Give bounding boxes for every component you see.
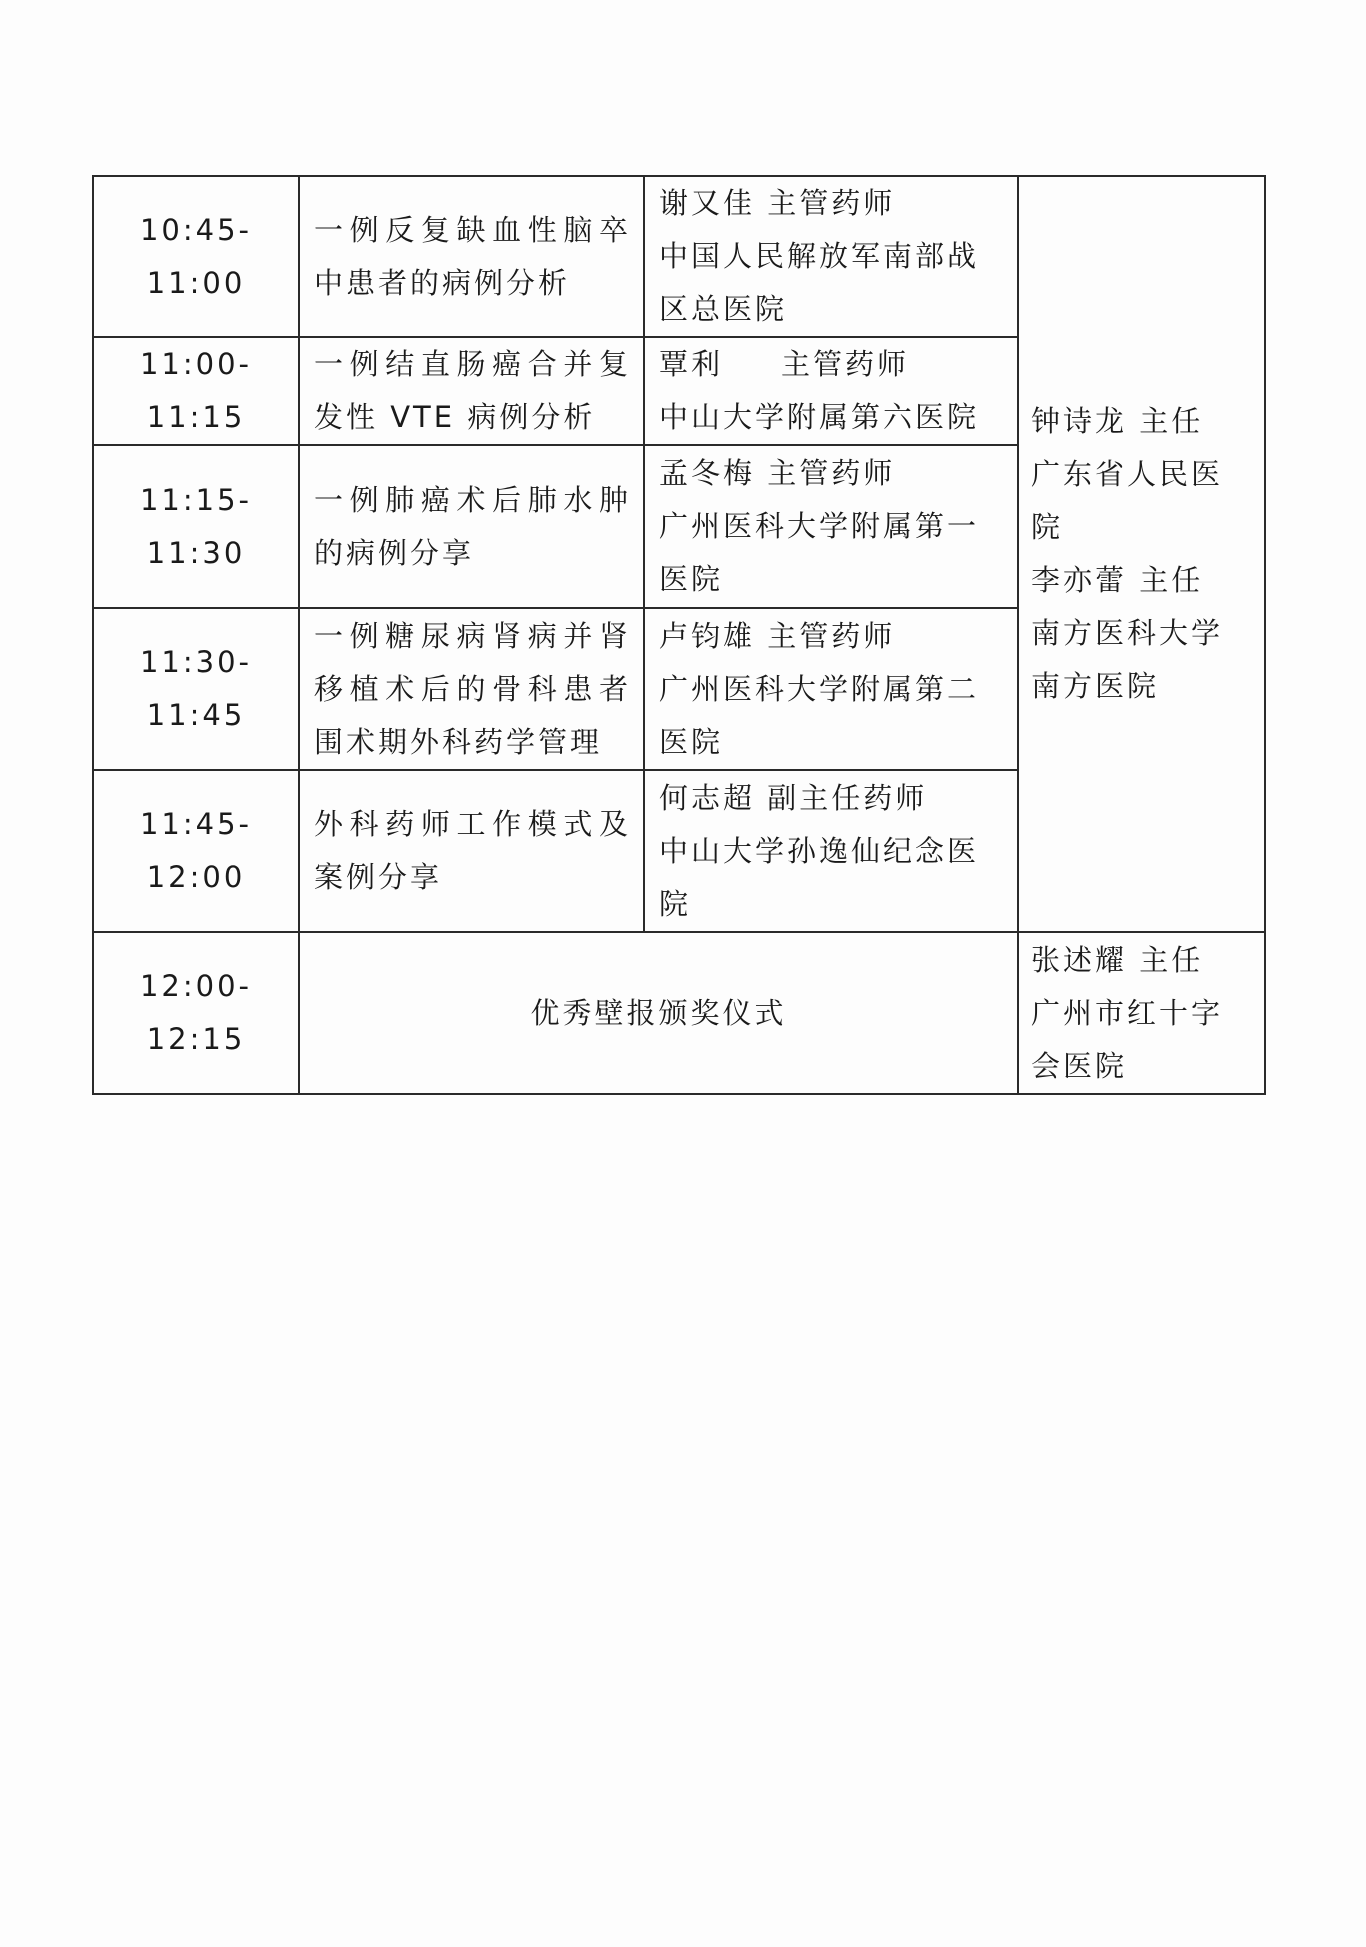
host-org: 广东省人民医院	[1031, 457, 1224, 544]
host-line	[1031, 554, 1254, 607]
speaker-name: 孟冬梅	[659, 456, 756, 490]
speaker-line	[659, 772, 1005, 825]
ceremony-cell: 优秀壁报颁奖仪式	[299, 932, 1018, 1094]
time-cell: 12:00-12:15	[93, 932, 299, 1094]
speaker-org: 广州医科大学附属第一医院	[659, 509, 980, 596]
speaker-line	[659, 610, 1005, 663]
speaker-name: 谢又佳	[659, 186, 756, 220]
speaker-line	[659, 338, 1005, 391]
host-name: 李亦蕾	[1031, 563, 1128, 597]
host-org: 南方医科大学南方医院	[1031, 616, 1224, 703]
speaker-name: 覃利	[659, 347, 724, 381]
speaker-title: 副主任药师	[767, 780, 928, 815]
speaker-cell	[644, 608, 1018, 770]
speaker-org: 中国人民解放军南部战区总医院	[659, 239, 980, 326]
speaker-line	[659, 177, 1005, 230]
host-cell	[1018, 932, 1265, 1094]
speaker-name: 卢钧雄	[659, 618, 756, 653]
speaker-org: 中山大学孙逸仙纪念医院	[659, 833, 980, 921]
speaker-title: 主管药师	[781, 347, 910, 381]
table-row	[93, 932, 1265, 1094]
speaker-org: 中山大学附属第六医院	[659, 400, 980, 434]
topic-cell: 外科药师工作模式及案例分享	[299, 770, 644, 932]
speaker-cell	[644, 176, 1018, 337]
host-cell	[1018, 176, 1265, 932]
host-title: 主任	[1139, 942, 1204, 977]
time-cell: 11:45-12:00	[93, 770, 299, 932]
host-name: 张述耀	[1031, 942, 1128, 977]
host-name: 钟诗龙	[1031, 404, 1128, 438]
speaker-cell	[644, 445, 1018, 608]
speaker-cell	[644, 770, 1018, 932]
speaker-line	[659, 447, 1005, 500]
speaker-org: 广州医科大学附属第二医院	[659, 671, 980, 759]
topic-cell: 一例结直肠癌合并复发性 VTE 病例分析	[299, 337, 644, 445]
host-line	[1031, 934, 1254, 987]
topic-cell: 一例糖尿病肾病并肾移植术后的骨科患者围术期外科药学管理	[299, 608, 644, 770]
time-cell: 10:45-11:00	[93, 176, 299, 337]
speaker-cell	[644, 337, 1018, 445]
speaker-name: 何志超	[659, 780, 756, 815]
time-cell: 11:00-11:15	[93, 337, 299, 445]
topic-cell: 一例反复缺血性脑卒中患者的病例分析	[299, 176, 644, 337]
time-cell: 11:30-11:45	[93, 608, 299, 770]
schedule-table	[92, 175, 1266, 1095]
host-title: 主任	[1139, 563, 1204, 597]
table-row	[93, 176, 1265, 337]
host-title: 主任	[1139, 404, 1204, 438]
host-org: 广州市红十字会医院	[1031, 995, 1224, 1083]
host-line	[1031, 395, 1254, 448]
time-cell: 11:15-11:30	[93, 445, 299, 608]
speaker-title: 主管药师	[767, 618, 896, 653]
speaker-title: 主管药师	[767, 456, 896, 490]
topic-cell: 一例肺癌术后肺水肿的病例分享	[299, 445, 644, 608]
speaker-title: 主管药师	[767, 186, 896, 220]
